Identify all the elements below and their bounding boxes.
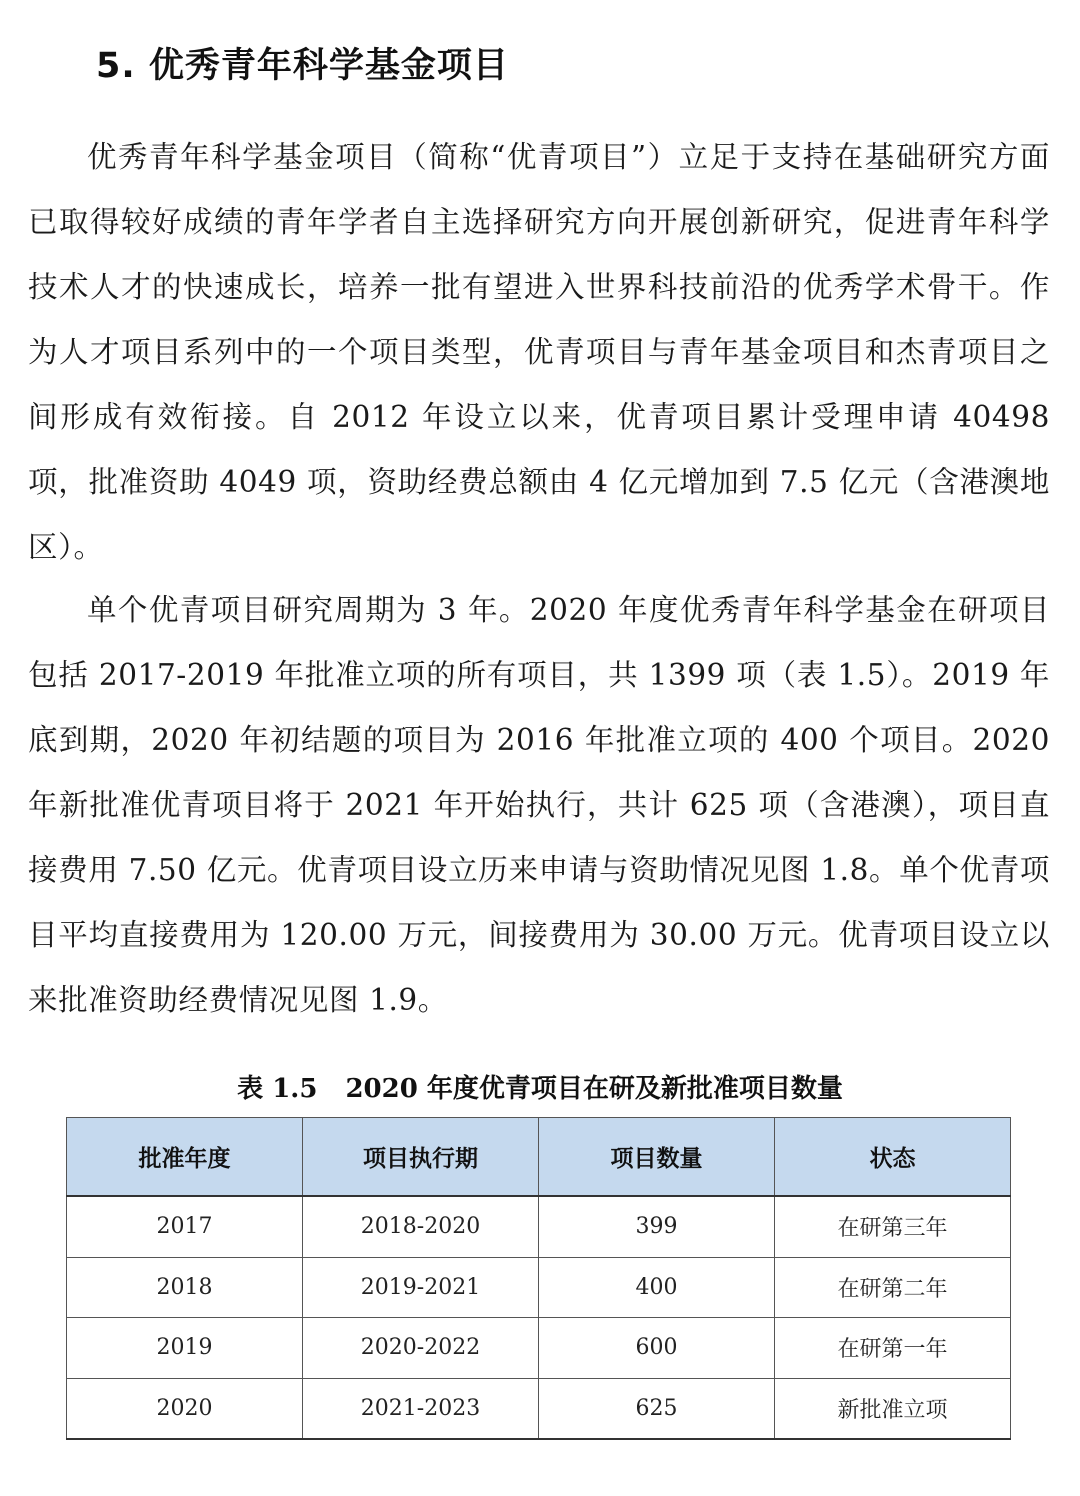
cell-execution-period: 2019-2021 <box>303 1257 539 1318</box>
table-caption-title: 2020 年度优青项目在研及新批准项目数量 <box>345 1074 843 1104</box>
cell-approval-year: 2019 <box>67 1318 303 1379</box>
table-row <box>67 1196 1011 1257</box>
cell-status: 在研第三年 <box>775 1196 1011 1257</box>
cell-execution-period: 2020-2022 <box>303 1318 539 1379</box>
cell-project-count: 399 <box>539 1196 775 1257</box>
cell-approval-year: 2020 <box>67 1378 303 1439</box>
cell-status: 在研第二年 <box>775 1257 1011 1318</box>
header-execution-period: 项目执行期 <box>303 1118 539 1197</box>
cell-status: 新批准立项 <box>775 1378 1011 1439</box>
table-caption-number: 表 1.5 <box>237 1074 318 1104</box>
header-approval-year: 批准年度 <box>67 1118 303 1197</box>
projects-table <box>66 1117 1011 1440</box>
table-row <box>67 1318 1011 1379</box>
cell-project-count: 400 <box>539 1257 775 1318</box>
header-project-count: 项目数量 <box>539 1118 775 1197</box>
paragraph-details: 单个优青项目研究周期为 3 年。2020 年度优秀青年科学基金在研项目包括 2017-2019 年批准立项的所有项目，共 1399 项（表 1.5）。2019 年底到期，2020 年初结题的项目为 2016 年批准立项的 400 个项目。2020 年新批准优青项目将于 2021 年开始执行，共计 625 项（含港澳），项目直接费用 7.50 亿元。优青项目设立历来申请与资助情况见图 1.8。单个优青项目平均直接费用为 120.00 万元，间接费用为 30.00 万元。优青项目设立以来批准资助经费情况见图 1.9。 <box>28 593 1050 1017</box>
cell-approval-year: 2017 <box>67 1196 303 1257</box>
table-caption <box>0 1068 1080 1105</box>
cell-status: 在研第一年 <box>775 1318 1011 1379</box>
section-heading: 5. 优秀青年科学基金项目 <box>96 46 509 86</box>
cell-approval-year: 2018 <box>67 1257 303 1318</box>
table-row <box>67 1378 1011 1439</box>
cell-project-count: 625 <box>539 1378 775 1439</box>
header-status: 状态 <box>775 1118 1011 1197</box>
table-header-row <box>67 1118 1011 1197</box>
cell-execution-period: 2021-2023 <box>303 1378 539 1439</box>
cell-project-count: 600 <box>539 1318 775 1379</box>
table-row <box>67 1257 1011 1318</box>
paragraph-intro: 优秀青年科学基金项目（简称“优青项目”）立足于支持在基础研究方面已取得较好成绩的青年学者自主选择研究方向开展创新研究，促进青年科学技术人才的快速成长，培养一批有望进入世界科技前沿的优秀学术骨干。作为人才项目系列中的一个项目类型，优青项目与青年基金项目和杰青项目之间形成有效衔接。自 2012 年设立以来，优青项目累计受理申请 40498 项，批准资助 4049 项，资助经费总额由 4 亿元增加到 7.5 亿元（含港澳地区）。 <box>28 140 1050 564</box>
cell-execution-period: 2018-2020 <box>303 1196 539 1257</box>
